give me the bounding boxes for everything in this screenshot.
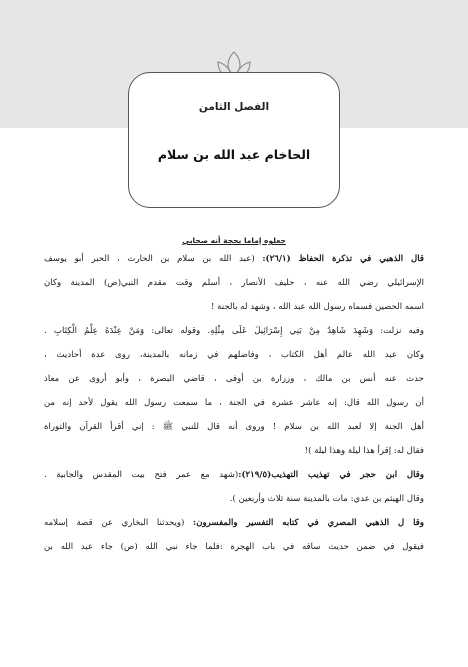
text-line: وفيه نزلت: وَشَهِدَ شَاهِدٌ مِنْ بَنِي إِسْرَائِيلَ عَلَى مِثْلِهِ. وقوله تعالى: وَمَنْ عِنْدَهُ عِلْمُ الْكِتَابِ .: [44, 326, 424, 336]
text-line: وقا ل الذهبي المصري في كتابه التفسير والمفسرون: (ويحدثنا البخاري عن قصة إسلامه: [44, 518, 424, 528]
text-line: وكان عبد الله عالم أهل الكتاب ، وفاضلهم في زمانه بالمدينة، روى عدة أحاديث ،: [44, 350, 424, 360]
chapter-label: الفصل الثامن: [198, 101, 270, 113]
text-line: فيقول في ضمن حديث ساقه في باب الهجرة :فلما جاء نبي الله (ص) جاء عبد الله بن: [44, 542, 424, 552]
text-line: حدث عنه أنس بن مالك ، وزرارة بن أوفى ، قاضي البصرة ، وأبو أروى عن معاذ: [44, 374, 424, 384]
text-line: وقال ابن حجر في تهذيب التهذيب(٢١٩/٥):(شهد مع عمر فتح بيت المقدس والجابية .: [44, 470, 424, 480]
text-line: وقال الهيثم بن عدي: مات بالمدينة سنة ثلاث وأربعين ).: [229, 494, 424, 504]
text-line: الإسرائيلي رضي الله عنه ، حليف الأنصار ، أسلم وقت مقدم النبي(ص) المدينة وكان: [44, 278, 424, 288]
text-line: اسمه الحصين فسماه رسول الله عبد الله ، وشهد له بالجنة !: [210, 302, 424, 312]
chapter-frame: [128, 72, 340, 208]
text-line: أهل الجنة إلا لعبد الله بن سلام ! وروى أنه قال للنبي ﷺ : إني أقرأ القرآن والتوراة: [44, 422, 424, 432]
chapter-title: الحاخام عبد الله بن سلام: [157, 147, 311, 162]
text-line: فقال له: إقرأ هذا ليلة وهذا ليلة )!: [304, 446, 424, 456]
text-line: قال الذهبي في تذكرة الحفاظ (٢٦/١): (عبد الله بن سلام بن الحارث ، الحبر أبو يوسف: [44, 254, 424, 264]
text-line: أن رسول الله قال: إنه عاشر عشرة في الجنة ، ما سمعت رسول الله يقول لأحد إنه من: [44, 398, 424, 408]
section-subheading: جعلوه إماما بحجة أنه صحابي: [182, 236, 286, 245]
